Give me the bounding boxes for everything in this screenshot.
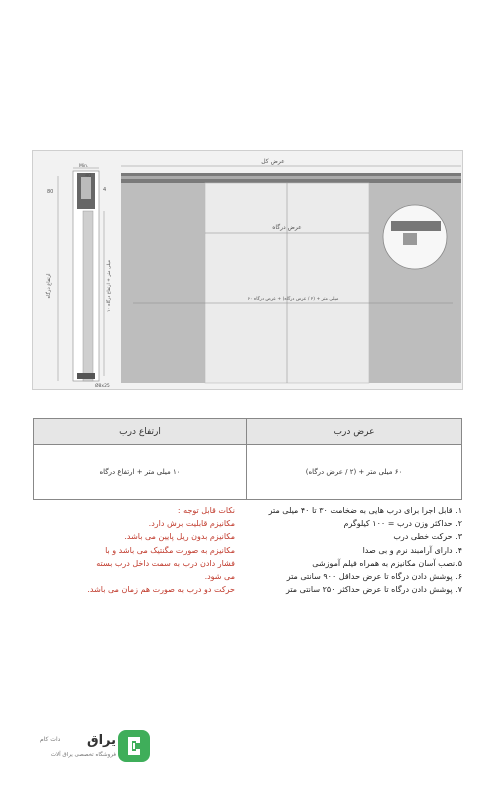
note-line: می شود. xyxy=(204,572,235,582)
logo-tagline: فروشگاه تخصصی یراق آلات xyxy=(50,752,116,758)
header-door-width: عرض درب xyxy=(247,419,461,445)
feature-item: ۴. دارای آرامبند نرم و بی صدا xyxy=(362,545,462,555)
label-opening-width: عرض درگاه xyxy=(272,224,302,231)
logo-mark-icon xyxy=(118,730,150,762)
sliding-door-diagram xyxy=(33,151,464,391)
dim-bottom: Ø8x25 xyxy=(95,384,110,389)
side-view xyxy=(58,168,107,381)
logo-domain: دات کام xyxy=(40,736,61,743)
note-line: فشار دادن درب به سمت داخل درب بسته xyxy=(96,558,235,568)
dim-4: 4 xyxy=(103,187,107,193)
label-formula-height: ۱۰ میلی متر + ارتفاع درگاه xyxy=(107,259,112,313)
spec-table xyxy=(33,418,462,500)
value-door-width: ۶۰ میلی متر + (۲ / عرض درگاه) xyxy=(305,468,403,476)
notes-title: نکات قابل توجه : xyxy=(177,506,235,515)
feature-item: ۵.نصب آسان مکانیزم به همراه فیلم آموزشی xyxy=(312,558,462,568)
dim-min-label: Min. xyxy=(79,164,89,169)
dim-40: 40 xyxy=(85,173,92,179)
feature-item: ۷. پوشش دادن درگاه تا عرض حداکثر ۲۵۰ سانتی متر xyxy=(285,585,462,595)
left-wall-panel xyxy=(121,183,205,383)
logo-title: یراق xyxy=(86,733,116,748)
note-line: مکانیزم به صورت مگنتیک می باشد و با xyxy=(105,545,235,555)
label-opening-height: ارتفاع درگاه xyxy=(46,273,52,299)
notes-block xyxy=(35,504,235,596)
detail-magnifier xyxy=(383,205,447,269)
note-line: مکانیزم قابلیت برش دارد. xyxy=(148,519,235,529)
label-total-width: عرض کل xyxy=(261,158,285,165)
top-rail xyxy=(121,166,461,183)
label-formula-width: ۶۰ میلی متر + (۲ / عرض درگاه) + عرض درگاه xyxy=(247,297,339,302)
features-list xyxy=(240,504,462,596)
feature-item: ۶. پوشش دادن درگاه تا عرض حداقل ۹۰۰ سانتی متر xyxy=(286,572,462,582)
value-door-height: ۱۰ میلی متر + ارتفاع درگاه xyxy=(99,468,181,476)
header-door-height: ارتفاع درب xyxy=(34,419,246,445)
brand-logo[interactable] xyxy=(40,730,150,770)
note-line: مکانیزم بدون ریل پایین می باشد. xyxy=(124,532,235,542)
feature-item: ۱. قابل اجرا برای درب هایی به ضخامت ۳۰ تا ۴۰ میلی متر xyxy=(268,506,462,515)
feature-item: ۳. حرکت خطی درب xyxy=(393,532,462,542)
note-line: حرکت دو درب به صورت هم زمان می باشد. xyxy=(87,585,235,595)
feature-item: ۲. حداکثر وزن درب = ۱۰۰ کیلوگرم xyxy=(343,519,462,529)
dim-80: 80 xyxy=(47,189,54,195)
handle-icon xyxy=(125,735,143,757)
technical-drawing xyxy=(32,150,463,390)
